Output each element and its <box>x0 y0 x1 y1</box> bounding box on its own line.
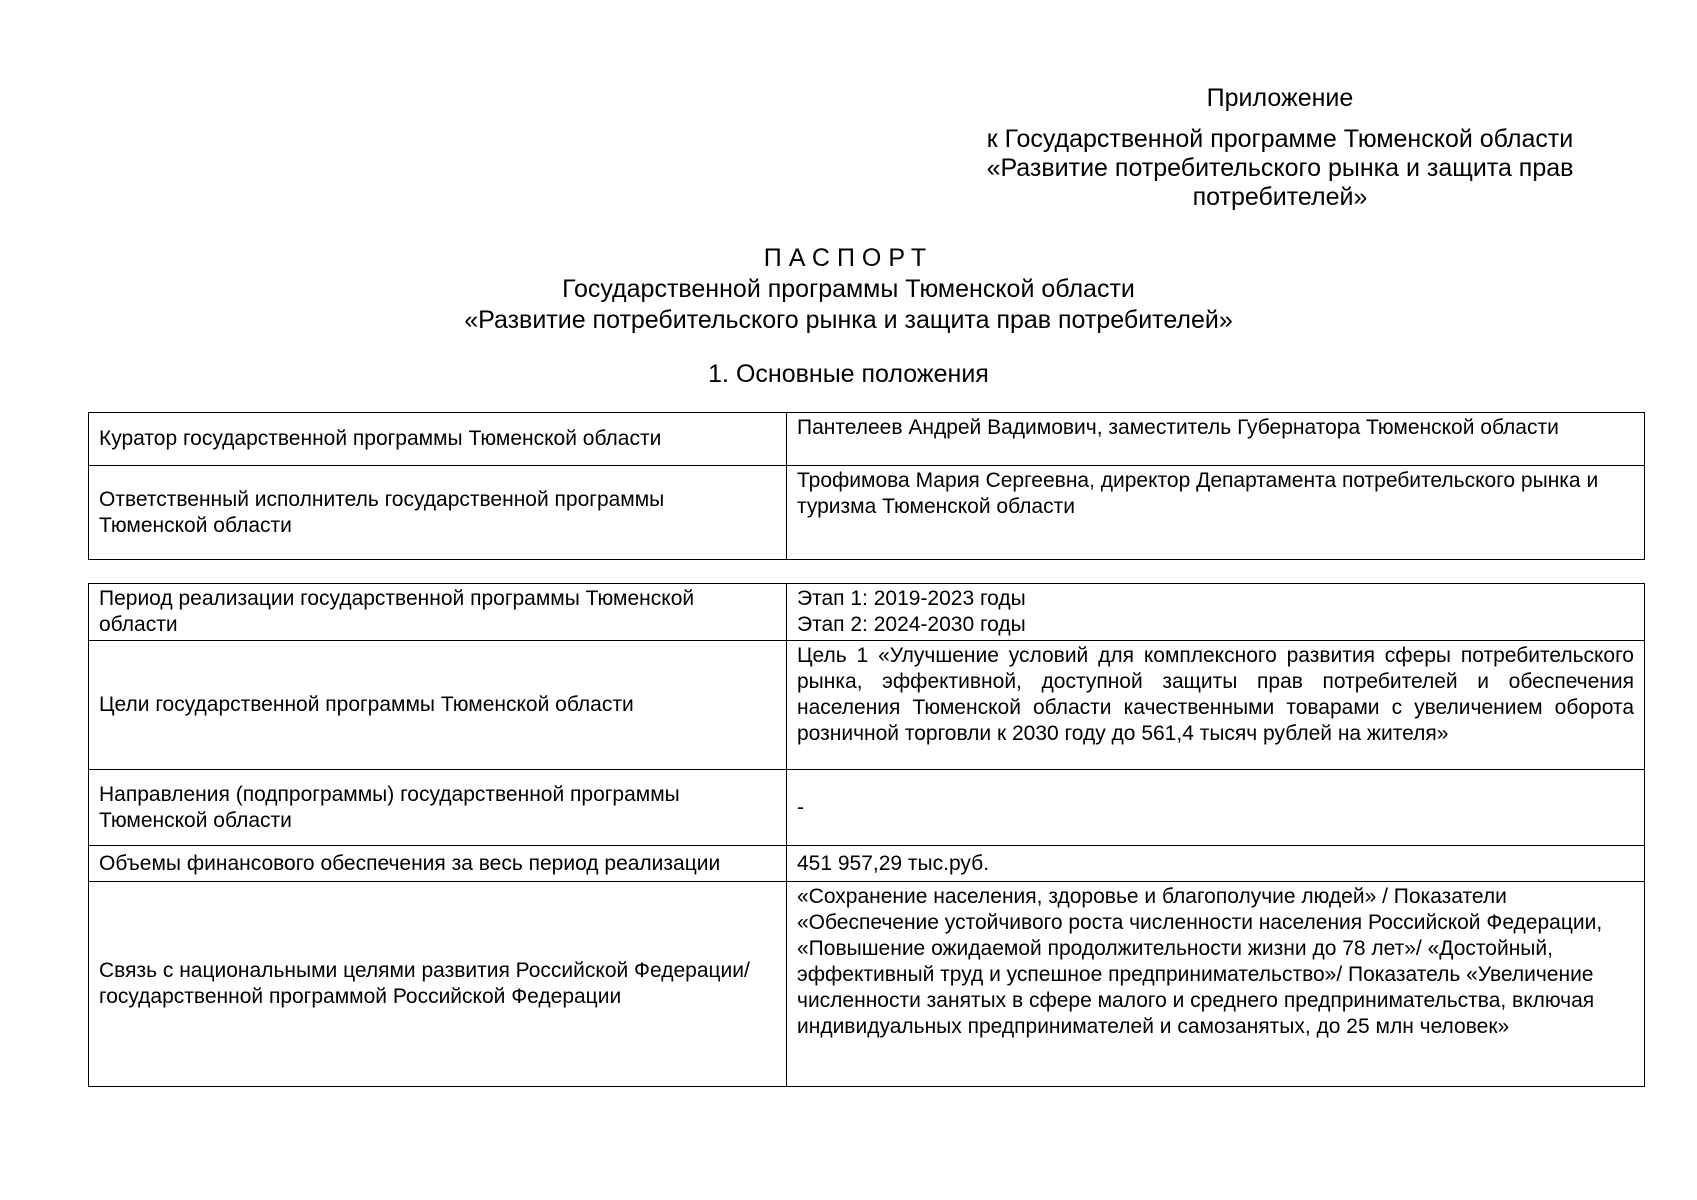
funding-label: Объемы финансового обеспечения за весь период реализации <box>89 846 787 882</box>
table-row <box>89 641 1645 770</box>
stage-2: Этап 2: 2024-2030 годы <box>797 613 1026 636</box>
section-title: 1. Основные положения <box>708 360 989 388</box>
appendix-title: Приложение <box>1206 84 1354 112</box>
period-value <box>787 584 1645 641</box>
funding-value: 451 957,29 тыс.руб. <box>787 846 1645 882</box>
table-row <box>89 770 1645 846</box>
passport-subtitle-2: «Развитие потребительского рынка и защита прав потребителей» <box>464 306 1233 334</box>
table-row <box>89 882 1645 1087</box>
appendix-header <box>930 84 1630 212</box>
table-row <box>89 466 1645 560</box>
program-table <box>88 583 1645 1087</box>
national-goals-label: Связь с национальными целями развития Российской Федерации/ государственной программой Российской Федерации <box>89 882 787 1087</box>
passport-subtitle-1: Государственной программы Тюменской области <box>562 275 1135 303</box>
table-row <box>89 584 1645 641</box>
executor-label: Ответственный исполнитель государственной программы Тюменской области <box>89 466 787 560</box>
period-label: Период реализации государственной программы Тюменской области <box>89 584 787 641</box>
appendix-line-2: «Развитие потребительского рынка и защита прав <box>986 154 1574 182</box>
responsibility-table <box>88 412 1645 560</box>
curator-label: Куратор государственной программы Тюменской области <box>89 413 787 466</box>
stage-1: Этап 1: 2019-2023 годы <box>797 587 1026 610</box>
directions-label: Направления (подпрограммы) государственной программы Тюменской области <box>89 770 787 846</box>
appendix-line-3: потребителей» <box>1192 183 1368 211</box>
goals-label: Цели государственной программы Тюменской области <box>89 641 787 770</box>
passport-title: ПАСПОРТ <box>763 244 934 272</box>
curator-value: Пантелеев Андрей Вадимович, заместитель Губернатора Тюменской области <box>787 413 1645 466</box>
executor-value: Трофимова Мария Сергеевна, директор Департамента потребительского рынка и туризма Тюменской области <box>787 466 1645 560</box>
table-row <box>89 413 1645 466</box>
goals-value: Цель 1 «Улучшение условий для комплексного развития сферы потребительского рынка, эффективной, доступной защиты прав потребителей и обеспечения населения Тюменской области качественными товарами с увеличением оборота розничной торговли к 2030 году до 561,4 тысяч рублей на жителя» <box>787 641 1645 770</box>
national-goals-value: «Сохранение населения, здоровье и благополучие людей» / Показатели «Обеспечение устойчивого роста численности населения Российской Федерации, «Повышение ожидаемой продолжительности жизни до 78 лет»/ «Достойный, эффективный труд и успешное предпринимательство»/ Показатель «Увеличение численности занятых в сфере малого и среднего предпринимательства, включая индивидуальных предпринимателей и самозанятых, до 25 млн человек» <box>787 882 1645 1087</box>
table-row <box>89 846 1645 882</box>
appendix-line-1: к Государственной программе Тюменской области <box>986 125 1574 153</box>
directions-value: - <box>787 770 1645 846</box>
